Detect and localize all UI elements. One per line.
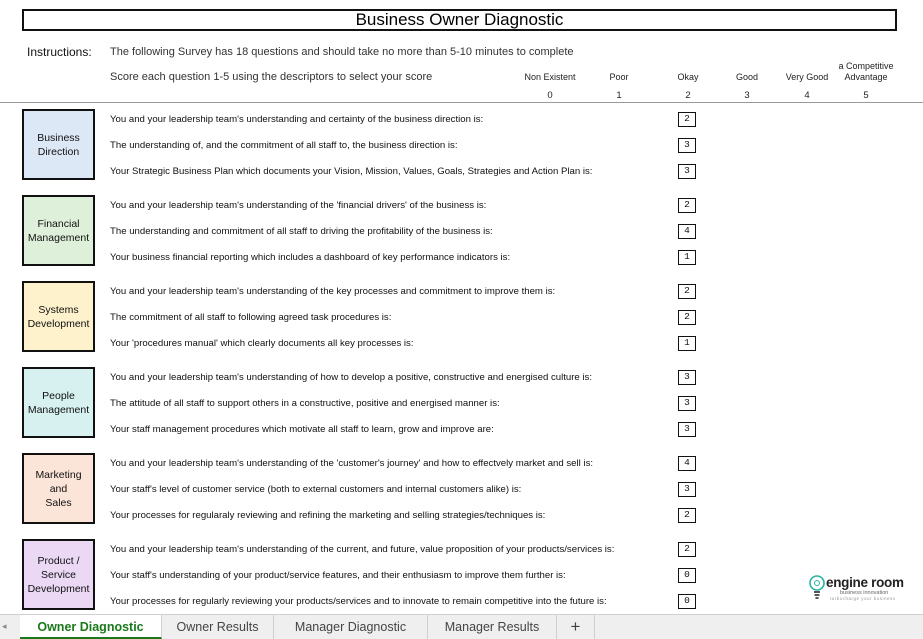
score-input[interactable]: 3 bbox=[678, 422, 696, 437]
category-box: Financial Management bbox=[22, 195, 95, 266]
score-input[interactable]: 0 bbox=[678, 568, 696, 583]
score-input[interactable]: 2 bbox=[678, 310, 696, 325]
scale-label: Non Existent bbox=[524, 72, 576, 82]
category-box: Business Direction bbox=[22, 109, 95, 180]
question-text: You and your leadership team's understanding of the 'customer's journey' and how to effectvely market and sell is: bbox=[110, 458, 594, 469]
question-text: You and your leadership team's understanding and certainty of the business direction is: bbox=[110, 114, 484, 125]
score-input[interactable]: 3 bbox=[678, 482, 696, 497]
question-text: Your staff's understanding of your product/service features, and their enthusiasm to improve them further is: bbox=[110, 570, 566, 581]
question-text: The understanding of, and the commitment of all staff to, the business direction is: bbox=[110, 140, 458, 151]
question-text: Your staff's level of customer service (both to external customers and internal customers alike) is: bbox=[110, 484, 522, 495]
question-text: You and your leadership team's understanding of the key processes and commitment to improve them is: bbox=[110, 286, 556, 297]
question-text: Your business financial reporting which includes a dashboard of key performance indicators is: bbox=[110, 252, 511, 263]
logo-tagline-2: turbocharge your business bbox=[830, 596, 896, 601]
category-box: Marketing and Sales bbox=[22, 453, 95, 524]
tab-manager-results[interactable]: Manager Results bbox=[428, 615, 557, 639]
score-input[interactable]: 2 bbox=[678, 198, 696, 213]
instructions-line-2: Score each question 1-5 using the descriptors to select your score bbox=[110, 71, 433, 83]
add-sheet-button[interactable]: + bbox=[557, 615, 595, 639]
question-text: You and your leadership team's understanding of the 'financial drivers' of the business is: bbox=[110, 200, 487, 211]
category-box: People Management bbox=[22, 367, 95, 438]
scale-label: Poor bbox=[609, 72, 629, 82]
lightbulb-icon bbox=[808, 573, 826, 603]
score-input[interactable]: 2 bbox=[678, 284, 696, 299]
question-text: Your Strategic Business Plan which documents your Vision, Mission, Values, Goals, Strategies and Action Plan is: bbox=[110, 166, 593, 177]
logo-name: engine room bbox=[826, 575, 904, 590]
question-text: You and your leadership team's understanding of how to develop a positive, constructive and energised culture is: bbox=[110, 372, 592, 383]
category-box: Product / Service Development bbox=[22, 539, 95, 610]
question-text: Your staff management procedures which motivate all staff to learn, grow and improve are: bbox=[110, 424, 494, 435]
score-input[interactable]: 3 bbox=[678, 396, 696, 411]
question-text: Your 'procedures manual' which clearly documents all key processes is: bbox=[110, 338, 414, 349]
scale-label: Very Good bbox=[785, 72, 829, 82]
score-input[interactable]: 3 bbox=[678, 370, 696, 385]
score-input[interactable]: 4 bbox=[678, 456, 696, 471]
scale-value: 2 bbox=[685, 90, 691, 101]
question-text: Your processes for regularly reviewing your products/services and to innovate to remain competitive into the future is: bbox=[110, 596, 607, 607]
scale-label: Good bbox=[735, 72, 759, 82]
scale-label: Okay bbox=[677, 72, 699, 82]
header-divider bbox=[0, 102, 923, 103]
tab-manager-diagnostic[interactable]: Manager Diagnostic bbox=[274, 615, 428, 639]
question-text: The attitude of all staff to support others in a constructive, positive and energised manner is: bbox=[110, 398, 500, 409]
score-input[interactable]: 2 bbox=[678, 542, 696, 557]
question-text: You and your leadership team's understanding of the current, and future, value proposition of your products/services is: bbox=[110, 544, 615, 555]
scale-value: 3 bbox=[744, 90, 750, 101]
question-text: Your processes for regularaly reviewing and refining the marketing and selling strategies/techniques is: bbox=[110, 510, 546, 521]
score-input[interactable]: 2 bbox=[678, 112, 696, 127]
logo-tagline: business innovation bbox=[840, 590, 889, 596]
score-input[interactable]: 1 bbox=[678, 250, 696, 265]
score-input[interactable]: 1 bbox=[678, 336, 696, 351]
tab-scroll-icon[interactable]: ◂ bbox=[2, 621, 7, 631]
instructions-label: Instructions: bbox=[27, 45, 92, 59]
score-input[interactable]: 2 bbox=[678, 508, 696, 523]
scale-value: 0 bbox=[547, 90, 553, 101]
scale-label: a Competitive Advantage bbox=[838, 61, 894, 82]
category-box: Systems Development bbox=[22, 281, 95, 352]
score-input[interactable]: 3 bbox=[678, 138, 696, 153]
tab-owner-results[interactable]: Owner Results bbox=[162, 615, 274, 639]
scale-value: 1 bbox=[616, 90, 622, 101]
page-title: Business Owner Diagnostic bbox=[22, 9, 897, 31]
tab-owner-diagnostic[interactable]: Owner Diagnostic bbox=[20, 615, 162, 639]
score-input[interactable]: 0 bbox=[678, 594, 696, 609]
scale-value: 5 bbox=[863, 90, 869, 101]
question-text: The understanding and commitment of all staff to driving the profitability of the business is: bbox=[110, 226, 493, 237]
engine-room-logo bbox=[808, 573, 913, 603]
score-input[interactable]: 4 bbox=[678, 224, 696, 239]
instructions-line-1: The following Survey has 18 questions and should take no more than 5-10 minutes to complete bbox=[110, 46, 574, 58]
scale-value: 4 bbox=[804, 90, 810, 101]
sheet-tab-bar bbox=[0, 614, 923, 639]
score-input[interactable]: 3 bbox=[678, 164, 696, 179]
question-text: The commitment of all staff to following agreed task procedures is: bbox=[110, 312, 392, 323]
